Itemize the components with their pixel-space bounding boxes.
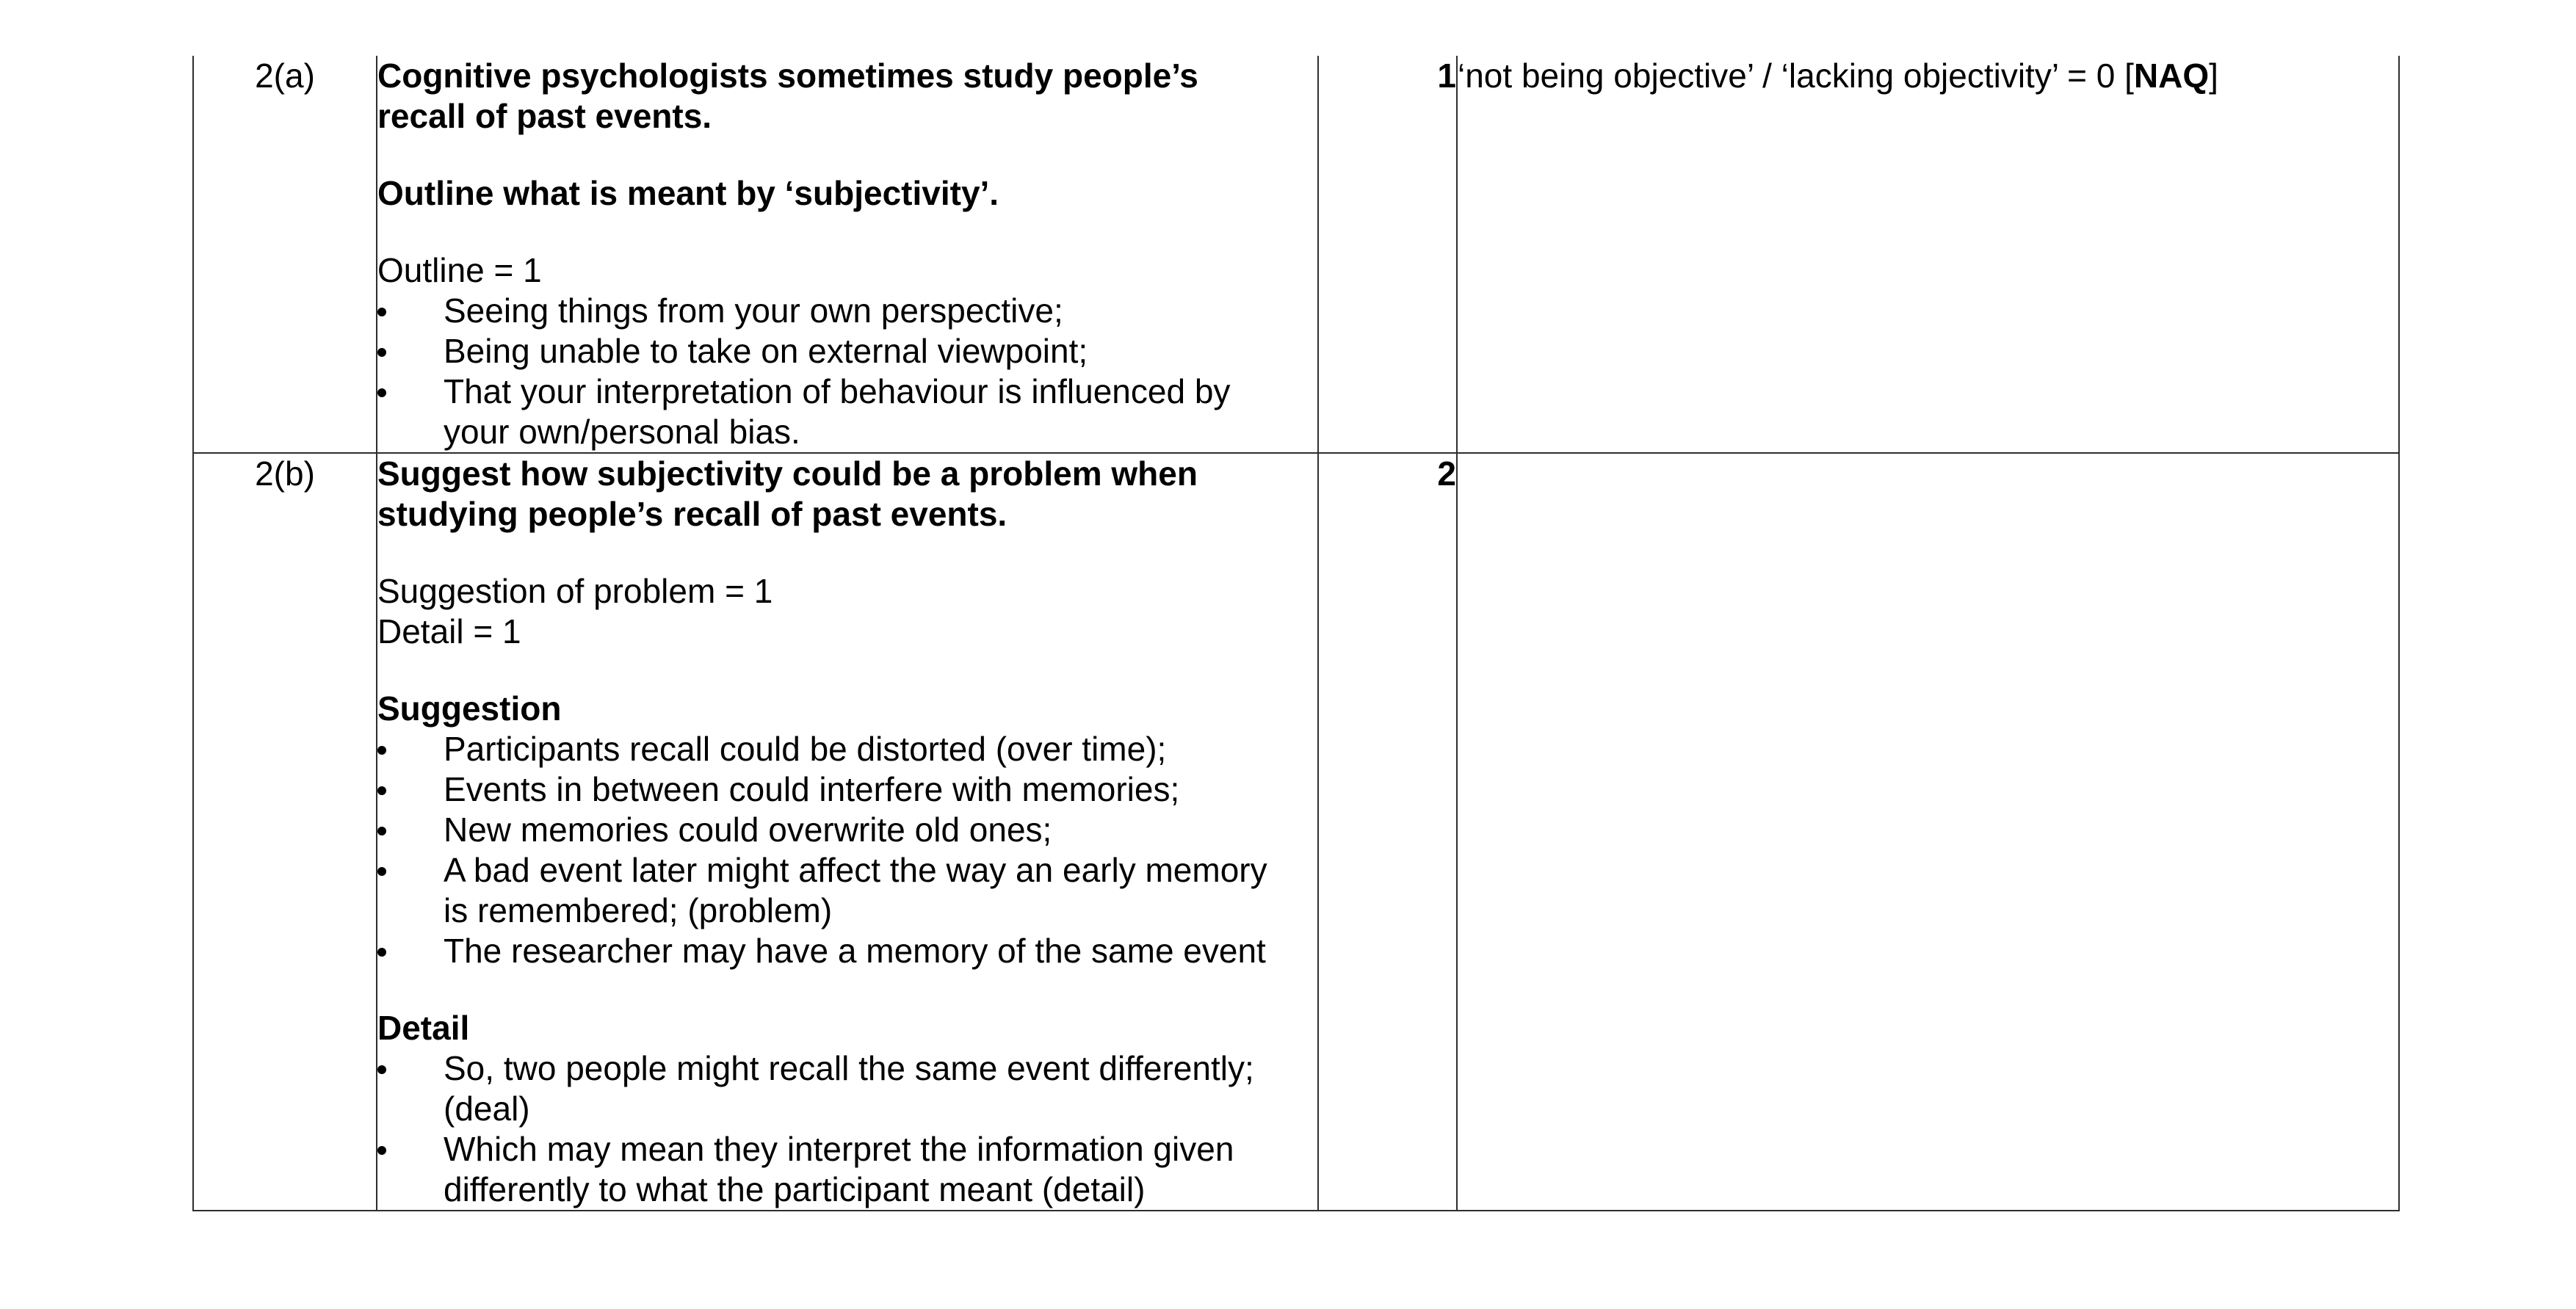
- question-stem-line: Suggest how subjectivity could be a problem when: [377, 454, 1198, 493]
- question-stem: [377, 454, 1317, 534]
- list-item: That your interpretation of behaviour is influenced by your own/personal bias.: [377, 371, 1317, 452]
- bullet-icon: [377, 746, 386, 755]
- detail-bullet-list: [377, 1048, 1317, 1210]
- list-item: Which may mean they interpret the information given differently to what the participant meant (detail): [377, 1129, 1317, 1210]
- answer-cell: [377, 56, 1318, 453]
- suggestion-heading: Suggestion: [377, 689, 562, 728]
- list-item: The researcher may have a memory of the same event: [377, 931, 1317, 971]
- bullet-icon: [377, 388, 386, 397]
- question-stem-line: studying people’s recall of past events.: [377, 495, 1007, 533]
- question-number: 2(b): [193, 453, 377, 1211]
- list-item: A bad event later might affect the way an early memory is remembered; (problem): [377, 850, 1317, 931]
- list-item: Participants recall could be distorted (over time);: [377, 729, 1317, 769]
- detail-heading: Detail: [377, 1009, 470, 1047]
- answer-cell: [377, 453, 1318, 1211]
- bullet-icon: [377, 308, 386, 316]
- mark-allocation: Outline = 1: [377, 251, 542, 289]
- guidance-cell: [1457, 56, 2399, 453]
- suggestion-bullet-list: [377, 729, 1317, 971]
- list-item: Being unable to take on external viewpoint;: [377, 331, 1317, 371]
- mark-scheme-table: [192, 56, 2400, 1211]
- question-stem: [377, 56, 1317, 137]
- bullet-icon: [377, 348, 386, 357]
- marks-value: 1: [1318, 56, 1457, 453]
- list-item: New memories could overwrite old ones;: [377, 810, 1317, 850]
- marks-value: 2: [1318, 453, 1457, 1211]
- answer-bullet-list: [377, 291, 1317, 452]
- list-item: So, two people might recall the same event differently; (deal): [377, 1048, 1317, 1129]
- bullet-icon: [377, 867, 386, 876]
- table-row-2a: [193, 56, 2399, 453]
- guidance-code: NAQ: [2133, 57, 2210, 95]
- bullet-icon: [377, 948, 386, 957]
- bullet-icon: [377, 786, 386, 795]
- list-item: Seeing things from your own perspective;: [377, 291, 1317, 331]
- guidance-cell: [1457, 453, 2399, 1211]
- bullet-icon: [377, 1146, 386, 1155]
- question-stem-line: recall of past events.: [377, 97, 712, 135]
- bullet-icon: [377, 1065, 386, 1074]
- guidance-text: ‘not being objective’ / ‘lacking objectivity’ = 0 [: [1458, 57, 2134, 95]
- table-row-2b: [193, 453, 2399, 1211]
- question-number: 2(a): [193, 56, 377, 453]
- command-text: Outline what is meant by ‘subjectivity’.: [377, 174, 999, 212]
- question-stem-line: Cognitive psychologists sometimes study people’s: [377, 57, 1198, 95]
- guidance-close: ]: [2209, 57, 2218, 95]
- bullet-icon: [377, 827, 386, 835]
- mark-allocation: Suggestion of problem = 1 Detail = 1: [377, 572, 773, 650]
- list-item: Events in between could interfere with memories;: [377, 769, 1317, 810]
